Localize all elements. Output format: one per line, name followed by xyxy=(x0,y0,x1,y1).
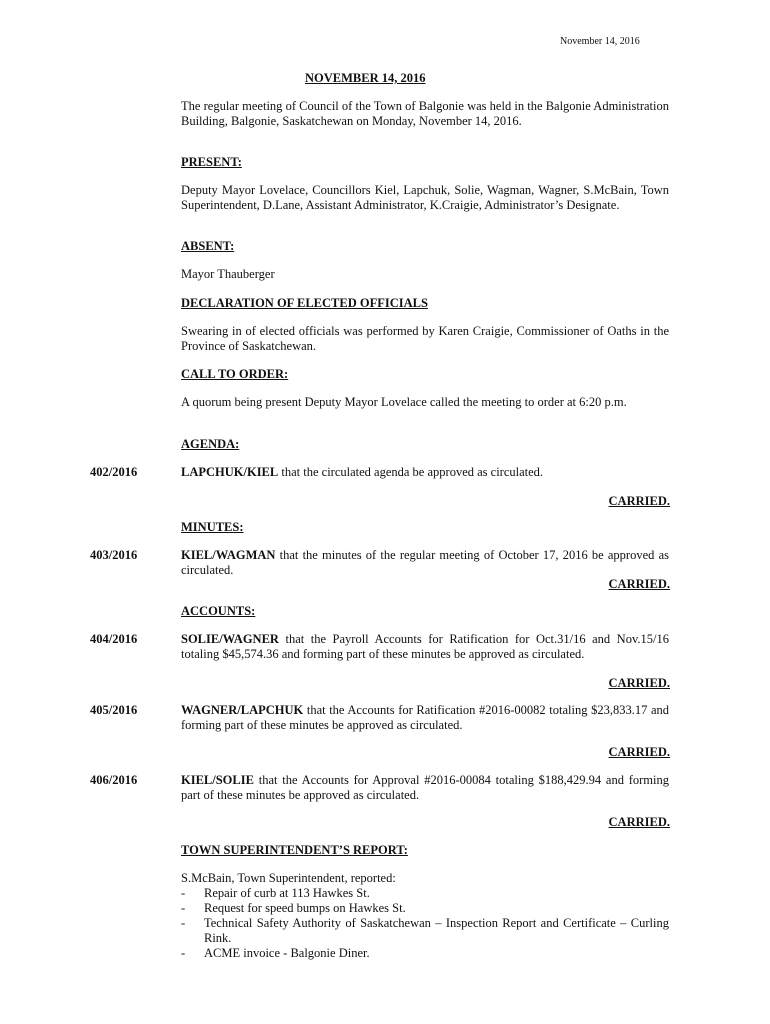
list-item-text: Technical Safety Authority of Saskatchewan – Inspection Report and Certificate – Curling Rink. xyxy=(204,916,669,945)
carried-label: CARRIED. xyxy=(608,676,670,690)
resolution-number: 406/2016 xyxy=(90,773,138,787)
resolution-movers: SOLIE/WAGNER xyxy=(181,632,279,646)
carried-label: CARRIED. xyxy=(608,577,670,591)
declaration-paragraph: Swearing in of elected officials was performed by Karen Craigie, Commissioner of Oaths in the Province of Saskatchewan. xyxy=(181,324,669,353)
bullet-dash: - xyxy=(181,946,186,960)
call-to-order-paragraph: A quorum being present Deputy Mayor Lovelace called the meeting to order at 6:20 p.m. xyxy=(181,395,627,409)
present-paragraph: Deputy Mayor Lovelace, Councillors Kiel, Lapchuk, Solie, Wagman, Wagner, S.McBain, Town Superintendent, D.Lane, Assistant Administrator, K.Craigie, Administrator’s Designate. xyxy=(181,183,669,212)
present-heading: PRESENT: xyxy=(181,155,242,169)
list-item xyxy=(181,886,669,901)
resolution-body: that the Accounts for Approval #2016-00084 totaling $188,429.94 and forming part of these minutes be approved as circulated. xyxy=(181,773,669,802)
resolution-movers: KIEL/WAGMAN xyxy=(181,548,276,562)
resolution-text xyxy=(181,548,669,578)
resolution-movers: WAGNER/LAPCHUK xyxy=(181,703,304,717)
minutes-heading: MINUTES: xyxy=(181,520,244,534)
resolution-text xyxy=(181,465,669,480)
report-list xyxy=(181,886,669,961)
intro-paragraph: The regular meeting of Council of the Town of Balgonie was held in the Balgonie Administration Building, Balgonie, Saskatchewan on Monday, November 14, 2016. xyxy=(181,99,669,128)
resolution-body: that the Accounts for Ratification #2016-00082 totaling $23,833.17 and forming part of these minutes be approved as circulated. xyxy=(181,703,669,732)
list-item xyxy=(181,946,669,961)
absent-paragraph: Mayor Thauberger xyxy=(181,267,275,281)
page-title: NOVEMBER 14, 2016 xyxy=(305,71,426,85)
agenda-heading: AGENDA: xyxy=(181,437,240,451)
resolution-movers: KIEL/SOLIE xyxy=(181,773,254,787)
superintendent-heading: TOWN SUPERINTENDENT’S REPORT: xyxy=(181,843,408,857)
resolution-body: that the minutes of the regular meeting of October 17, 2016 be approved as circulated. xyxy=(181,548,669,577)
resolution-text xyxy=(181,703,669,733)
call-to-order-heading: CALL TO ORDER: xyxy=(181,367,289,381)
resolution-number: 404/2016 xyxy=(90,632,138,646)
list-item xyxy=(181,901,669,916)
bullet-dash: - xyxy=(181,886,186,900)
carried-label: CARRIED. xyxy=(608,494,670,508)
list-item-text: Request for speed bumps on Hawkes St. xyxy=(204,901,406,915)
resolution-text xyxy=(181,632,669,662)
bullet-dash: - xyxy=(181,901,186,915)
list-item-text: Repair of curb at 113 Hawkes St. xyxy=(204,886,370,900)
resolution-number: 405/2016 xyxy=(90,703,138,717)
list-item xyxy=(181,916,669,946)
resolution-number: 402/2016 xyxy=(90,465,138,479)
absent-heading: ABSENT: xyxy=(181,239,235,253)
resolution-text xyxy=(181,773,669,803)
superintendent-intro: S.McBain, Town Superintendent, reported: xyxy=(181,871,396,885)
resolution-body: that the Payroll Accounts for Ratification for Oct.31/16 and Nov.15/16 totaling $45,574.36 and forming part of these minutes be approved as circulated. xyxy=(181,632,669,661)
carried-label: CARRIED. xyxy=(608,815,670,829)
accounts-heading: ACCOUNTS: xyxy=(181,604,256,618)
list-item-text: ACME invoice - Balgonie Diner. xyxy=(204,946,370,960)
bullet-dash: - xyxy=(181,916,186,930)
superintendent-report xyxy=(181,871,669,961)
carried-label: CARRIED. xyxy=(608,745,670,759)
resolution-movers: LAPCHUK/KIEL xyxy=(181,465,279,479)
resolution-body: that the circulated agenda be approved as circulated. xyxy=(278,465,544,479)
declaration-heading: DECLARATION OF ELECTED OFFICIALS xyxy=(181,296,428,310)
header-date: November 14, 2016 xyxy=(560,36,640,47)
resolution-number: 403/2016 xyxy=(90,548,138,562)
